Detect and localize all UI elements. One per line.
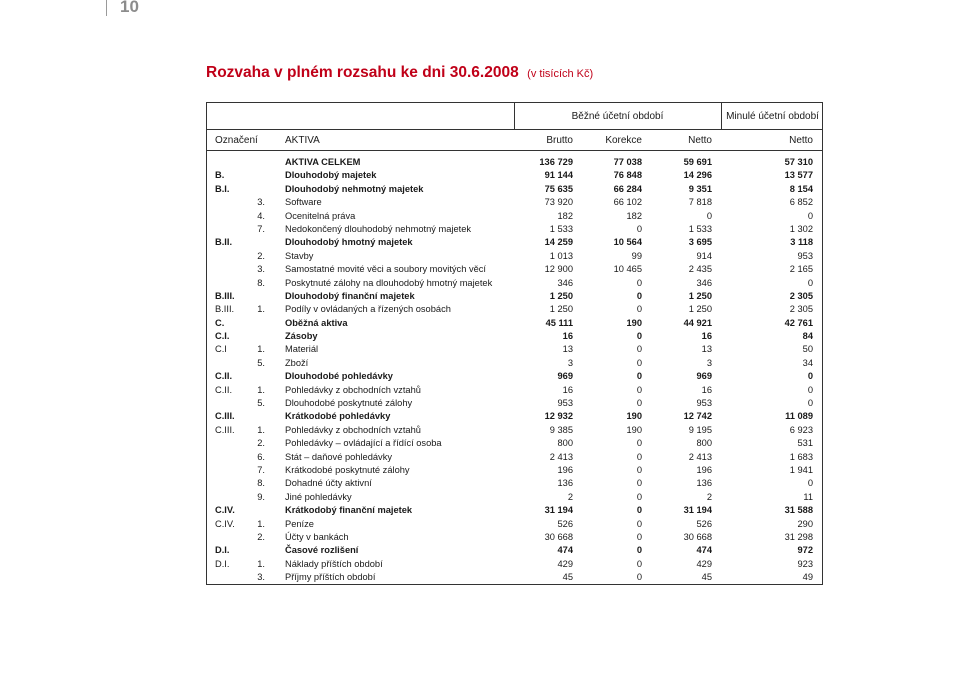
row-label: Nedokončený dlouhodobý nehmotný majetek	[285, 223, 472, 234]
table-row	[207, 571, 822, 584]
column-header-korekce: Korekce	[605, 135, 642, 146]
row-label: AKTIVA CELKEM	[285, 157, 361, 167]
row-korekce: 190	[626, 411, 642, 422]
column-header-netto-previous: Netto	[789, 135, 813, 146]
row-korekce: 0	[636, 451, 642, 462]
row-netto-previous: 290	[797, 518, 813, 529]
table-row	[207, 384, 822, 397]
row-netto-previous: 2 305	[789, 290, 813, 301]
row-netto-previous: 2 165	[789, 264, 813, 275]
row-brutto: 45 111	[545, 317, 573, 328]
row-netto-previous: 11 089	[785, 411, 813, 422]
row-netto: 1 250	[688, 304, 712, 315]
row-netto-previous: 923	[797, 558, 813, 569]
row-label: Příjmy příštích období	[285, 572, 376, 583]
row-korekce: 0	[636, 331, 642, 342]
row-netto: 969	[696, 371, 712, 382]
page-number-divider	[106, 0, 107, 16]
table-row	[207, 504, 822, 517]
row-netto: 429	[696, 558, 712, 569]
row-netto: 2	[706, 491, 712, 502]
row-korekce: 0	[636, 371, 642, 382]
row-brutto: 1 013	[549, 250, 573, 261]
page-title-main: Rozvaha v plném rozsahu ke dni 30.6.2008	[206, 64, 519, 81]
row-netto-previous: 1 941	[789, 464, 813, 475]
table-row	[207, 223, 822, 236]
row-subcode: 8.	[257, 277, 265, 288]
row-korekce: 182	[626, 210, 642, 221]
row-netto-previous: 8 154	[789, 183, 813, 194]
row-korekce: 0	[636, 518, 642, 529]
row-netto-previous: 11	[803, 491, 813, 502]
row-brutto: 12 900	[544, 264, 573, 275]
table-row	[207, 491, 822, 504]
row-netto-previous: 6 923	[789, 424, 813, 435]
row-label: Jiné pohledávky	[285, 491, 352, 502]
row-code: D.I.	[215, 558, 230, 569]
table-row	[207, 250, 822, 263]
row-korekce: 0	[636, 304, 642, 315]
row-netto: 9 195	[688, 424, 712, 435]
row-korekce: 0	[636, 357, 642, 368]
row-netto-previous: 1 302	[789, 223, 813, 234]
row-korekce: 190	[626, 317, 642, 328]
row-korekce: 0	[636, 531, 642, 542]
column-header-row	[207, 129, 822, 151]
row-brutto: 75 635	[544, 183, 573, 194]
row-brutto: 346	[557, 277, 573, 288]
row-brutto: 73 920	[544, 197, 573, 208]
row-netto-previous: 0	[807, 384, 813, 395]
row-netto-previous: 49	[802, 572, 813, 583]
balance-sheet-table	[206, 102, 823, 585]
table-row	[207, 277, 822, 290]
row-label: Stavby	[285, 250, 314, 261]
row-label: Zboží	[285, 357, 309, 368]
row-label: Účty v bankách	[285, 531, 349, 542]
row-code: B.	[215, 170, 225, 181]
row-korekce: 0	[636, 505, 642, 516]
row-netto-previous: 34	[802, 357, 813, 368]
row-subcode: 2.	[257, 250, 265, 261]
row-netto-previous: 50	[802, 344, 813, 355]
row-label: Stát – daňové pohledávky	[285, 451, 392, 462]
row-subcode: 4.	[257, 210, 265, 221]
row-korekce: 99	[631, 250, 642, 261]
row-label: Dlouhodobý majetek	[285, 170, 377, 181]
table-row	[207, 518, 822, 531]
row-label: Oběžná aktiva	[285, 317, 348, 328]
table-row	[207, 558, 822, 571]
row-label: Náklady příštích období	[285, 558, 383, 569]
table-row	[207, 370, 822, 383]
row-brutto: 136 729	[539, 157, 573, 167]
row-netto: 14 296	[683, 170, 712, 181]
row-netto-previous: 42 761	[784, 317, 813, 328]
row-netto-previous: 31 588	[784, 505, 813, 516]
column-header-brutto: Brutto	[546, 135, 573, 146]
row-label: Zásoby	[285, 331, 318, 342]
row-netto: 44 921	[683, 317, 712, 328]
row-brutto: 16	[562, 331, 573, 342]
table-row	[207, 156, 822, 169]
row-brutto: 9 385	[549, 424, 573, 435]
row-netto-previous: 531	[797, 438, 813, 449]
row-korekce: 0	[636, 464, 642, 475]
row-korekce: 0	[636, 478, 642, 489]
row-netto-previous: 57 310	[784, 157, 813, 167]
row-netto: 1 533	[688, 223, 712, 234]
row-label: Dlouhodobý hmotný majetek	[285, 237, 413, 248]
row-netto: 526	[696, 518, 712, 529]
table-row	[207, 290, 822, 303]
row-label: Dlouhodobé pohledávky	[285, 371, 393, 382]
table-row	[207, 477, 822, 490]
row-korekce: 0	[636, 545, 642, 556]
row-korekce: 66 284	[613, 183, 642, 194]
row-korekce: 77 038	[613, 157, 642, 167]
row-korekce: 0	[636, 572, 642, 583]
table-row	[207, 330, 822, 343]
row-netto: 16	[701, 384, 712, 395]
row-code: C.III.	[215, 424, 235, 435]
row-subcode: 1.	[257, 558, 265, 569]
row-label: Poskytnuté zálohy na dlouhodobý hmotný majetek	[285, 277, 493, 288]
table-row	[207, 410, 822, 423]
row-brutto: 182	[557, 210, 573, 221]
row-brutto: 16	[562, 384, 573, 395]
row-netto: 3 695	[688, 237, 712, 248]
row-brutto: 136	[557, 478, 573, 489]
row-korekce: 10 564	[613, 237, 642, 248]
period-header-row	[207, 103, 822, 130]
row-netto: 953	[696, 398, 712, 409]
row-brutto: 12 932	[544, 411, 573, 422]
table-row	[207, 263, 822, 276]
row-korekce: 0	[636, 277, 642, 288]
row-netto: 800	[696, 438, 712, 449]
table-row	[207, 357, 822, 370]
row-code: C.	[215, 317, 225, 328]
column-header-code: Označení	[215, 135, 258, 146]
row-korekce: 190	[626, 424, 642, 435]
row-label: Podíly v ovládaných a řízených osobách	[285, 304, 451, 315]
row-subcode: 3.	[257, 572, 265, 583]
row-netto-previous: 6 852	[789, 197, 813, 208]
row-label: Pohledávky z obchodních vztahů	[285, 384, 421, 395]
row-korekce: 0	[636, 290, 642, 301]
row-label: Dlouhodobý nehmotný majetek	[285, 183, 424, 194]
row-korekce: 0	[636, 438, 642, 449]
row-brutto: 953	[557, 398, 573, 409]
current-period-header: Běžné účetní období	[571, 111, 664, 122]
row-brutto: 2	[567, 491, 573, 502]
row-netto: 45	[701, 572, 712, 583]
row-subcode: 5.	[257, 398, 265, 409]
row-netto-previous: 972	[797, 545, 813, 556]
row-netto: 3	[706, 357, 712, 368]
table-row	[207, 531, 822, 544]
row-subcode: 7.	[257, 223, 265, 234]
row-brutto: 91 144	[544, 170, 573, 181]
row-korekce: 0	[636, 398, 642, 409]
row-netto-previous: 0	[807, 371, 813, 382]
row-code: C.II.	[215, 371, 233, 382]
row-brutto: 30 668	[544, 531, 573, 542]
row-netto: 59 691	[683, 157, 712, 167]
row-brutto: 1 250	[549, 290, 573, 301]
row-netto-previous: 31 298	[784, 531, 813, 542]
row-code: C.I	[215, 344, 227, 355]
table-row	[207, 169, 822, 182]
row-brutto: 45	[562, 572, 573, 583]
row-korekce: 0	[636, 491, 642, 502]
table-row	[207, 437, 822, 450]
row-netto: 13	[701, 344, 712, 355]
row-netto: 474	[696, 545, 712, 556]
row-korekce: 10 465	[613, 264, 642, 275]
row-brutto: 2 413	[549, 451, 573, 462]
row-netto: 12 742	[683, 411, 712, 422]
page-title	[206, 64, 593, 82]
row-korekce: 0	[636, 558, 642, 569]
row-netto: 0	[706, 210, 712, 221]
row-subcode: 6.	[257, 451, 265, 462]
row-brutto: 800	[557, 438, 573, 449]
row-code: B.II.	[215, 237, 233, 248]
row-brutto: 13	[562, 344, 573, 355]
row-subcode: 2.	[257, 531, 265, 542]
row-subcode: 9.	[257, 491, 265, 502]
row-netto-previous: 0	[807, 478, 813, 489]
table-row	[207, 451, 822, 464]
row-netto-previous: 0	[807, 277, 813, 288]
row-korekce: 76 848	[613, 170, 642, 181]
row-subcode: 1.	[257, 518, 265, 529]
row-brutto: 3	[567, 357, 573, 368]
table-row	[207, 183, 822, 196]
row-korekce: 66 102	[613, 197, 642, 208]
row-subcode: 2.	[257, 438, 265, 449]
row-code: C.IV.	[215, 505, 235, 516]
row-subcode: 1.	[257, 304, 265, 315]
row-netto: 2 435	[688, 264, 712, 275]
row-label: Peníze	[285, 518, 314, 529]
row-netto: 31 194	[683, 505, 712, 516]
row-netto: 914	[696, 250, 712, 261]
page-title-unit: (v tisících Kč)	[527, 68, 594, 80]
row-netto: 136	[696, 478, 712, 489]
row-netto-previous: 0	[807, 210, 813, 221]
row-code: C.I.	[215, 331, 230, 342]
row-brutto: 969	[557, 371, 573, 382]
row-subcode: 1.	[257, 384, 265, 395]
row-label: Materiál	[285, 344, 319, 355]
row-brutto: 1 250	[549, 304, 573, 315]
row-brutto: 1 533	[549, 223, 573, 234]
row-netto: 9 351	[688, 183, 712, 194]
row-code: D.I.	[215, 545, 230, 556]
row-brutto: 31 194	[544, 505, 573, 516]
row-netto-previous: 0	[807, 398, 813, 409]
row-subcode: 7.	[257, 464, 265, 475]
row-brutto: 196	[557, 464, 573, 475]
row-subcode: 1.	[257, 424, 265, 435]
table-row	[207, 343, 822, 356]
row-label: Krátkodobé poskytnuté zálohy	[285, 464, 410, 475]
table-row	[207, 210, 822, 223]
row-korekce: 0	[636, 344, 642, 355]
row-code: B.III.	[215, 304, 235, 315]
column-header-assets: AKTIVA	[285, 135, 320, 146]
row-subcode: 3.	[257, 197, 265, 208]
row-label: Pohledávky – ovládající a řídící osoba	[285, 438, 442, 449]
row-netto: 196	[696, 464, 712, 475]
row-korekce: 0	[636, 223, 642, 234]
row-code: C.II.	[215, 384, 233, 395]
table-row	[207, 464, 822, 477]
row-label: Samostatné movité věci a soubory movitých věcí	[285, 264, 486, 275]
row-netto-previous: 1 683	[789, 451, 813, 462]
row-brutto: 526	[557, 518, 573, 529]
row-netto-previous: 953	[797, 250, 813, 261]
previous-period-header: Minulé účetní období	[726, 111, 819, 122]
row-label: Krátkodobé pohledávky	[285, 411, 391, 422]
row-brutto: 14 259	[544, 237, 573, 248]
table-row	[207, 317, 822, 330]
table-row	[207, 236, 822, 249]
table-row	[207, 196, 822, 209]
row-netto: 16	[701, 331, 712, 342]
table-row	[207, 397, 822, 410]
row-korekce: 0	[636, 384, 642, 395]
row-netto-previous: 2 305	[789, 304, 813, 315]
row-code: B.III.	[215, 290, 235, 301]
row-netto-previous: 3 118	[790, 237, 813, 248]
row-code: C.IV.	[215, 518, 235, 529]
row-netto: 346	[696, 277, 712, 288]
row-subcode: 5.	[257, 357, 265, 368]
row-label: Dlouhodobé poskytnuté zálohy	[285, 398, 413, 409]
row-label: Dlouhodobý finanční majetek	[285, 290, 415, 301]
row-label: Časové rozlišení	[285, 545, 359, 556]
row-brutto: 429	[557, 558, 573, 569]
page-number: 10	[120, 0, 139, 16]
row-netto: 2 413	[688, 451, 712, 462]
row-label: Software	[285, 197, 322, 208]
table-row	[207, 544, 822, 557]
table-row	[207, 424, 822, 437]
row-label: Dohadné účty aktivní	[285, 478, 372, 489]
column-header-netto: Netto	[688, 135, 712, 146]
row-label: Krátkodobý finanční majetek	[285, 505, 413, 516]
table-body	[207, 156, 822, 585]
row-brutto: 474	[557, 545, 573, 556]
row-subcode: 3.	[257, 264, 265, 275]
row-netto-previous: 84	[802, 331, 813, 342]
row-netto: 1 250	[688, 290, 712, 301]
row-label: Ocenitelná práva	[285, 210, 356, 221]
row-netto: 7 818	[688, 197, 712, 208]
row-netto: 30 668	[683, 531, 712, 542]
row-subcode: 8.	[257, 478, 265, 489]
row-code: B.I.	[215, 183, 230, 194]
row-subcode: 1.	[257, 344, 265, 355]
row-netto-previous: 13 577	[784, 170, 813, 181]
table-row	[207, 303, 822, 316]
row-label: Pohledávky z obchodních vztahů	[285, 424, 421, 435]
row-code: C.III.	[215, 411, 235, 422]
